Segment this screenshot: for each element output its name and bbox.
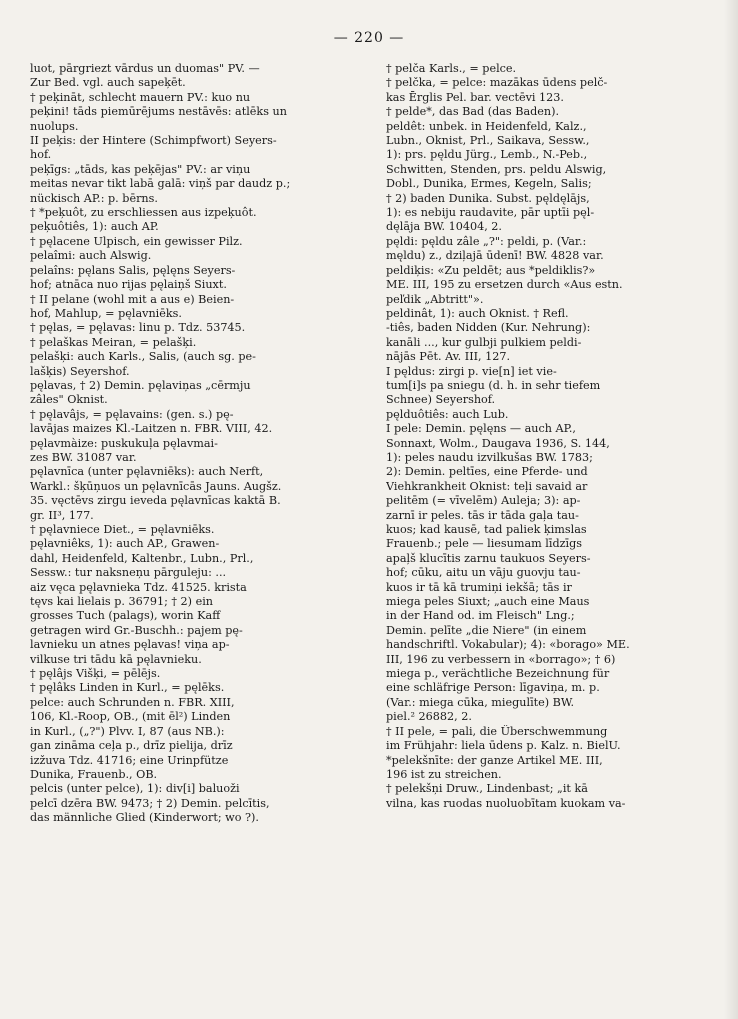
text-line: peľdik „Abtritt"». [386,292,484,306]
text-line: pelašķi: auch Karls., Salis, (auch sg. pe- [30,350,256,364]
text-line: 1): peles naudu izvilkušas BW. 1783; [386,450,593,464]
text-line: miega peles Siuxt; „auch eine Maus [386,595,590,609]
text-line: † pęlâjs Višķi, = pēlējs. [30,667,161,681]
text-line: nückisch AP.: p. bērns. [30,191,158,205]
text-line: hof. [30,148,52,162]
text-line: III, 196 zu verbessern in «borrago»; † 6) [386,652,616,666]
text-line: 1): es nebiju raudavite, pār uptīi pęl- [386,206,595,220]
text-line: zâles" Oknist. [30,393,108,407]
text-line: Schwitten, Stenden, prs. peldu Alswig, [386,162,607,176]
page-number: — 220 — [333,30,405,46]
text-line: zes BW. 31087 var. [30,450,137,464]
text-line: piel.² 26882, 2. [386,710,472,724]
text-line: † pelekšņi Druw., Lindenbast; „it kā [386,782,588,796]
text-line: pęlavas, † 2) Demin. pęlaviņas „cērmju [30,378,251,392]
text-line: peķīgs: „tāds, kas peķējas" PV.: ar viņu [30,162,251,176]
text-line: kuos ir tā kā trumiņi iekšā; tās ir [386,580,572,594]
text-line: Dobl., Dunika, Ermes, Kegeln, Salis; [386,177,592,191]
text-line: hof; cūku, aitu un vāju guovju tau- [386,566,581,580]
text-line: † pęlâks Linden in Kurl., = pęlēks. [30,681,225,695]
text-line: pęldi: pęldu zâle „?": peldi, p. (Var.: [386,234,587,248]
text-line: pęlavniêks, 1): auch AP., Grawen- [30,537,220,551]
right-column [386,62,704,1007]
text-line: Schnee) Seyershof. [386,393,496,407]
text-line: in Kurl., („?") Plvv. I, 87 (aus NB.): [30,724,225,738]
text-line: kanāli ..., kur gulbji pulkiem peldi- [386,335,582,349]
text-line: kuos; kad kausē, tad paliek ķimslas [386,523,587,536]
text-line: nājās Pēt. Av. III, 127. [386,350,511,364]
text-line: pęlavnīca (unter pęlavniēks): auch Nerft, [30,465,264,479]
text-line: 35. vęctēvs zirgu ieveda pęlavnīcas kaktā B. [30,494,281,508]
text-line: † pelča Karls., = pelce. [386,62,517,75]
text-line: † pęlavâjs, = pęlavains: (gen. s.) pę- [30,407,234,421]
text-line: † pęlavniece Diet., = pęlavniēks. [30,523,215,536]
text-line: † *peķuôt, zu erschliessen aus izpeķuôt. [30,206,257,220]
text-line: II peķis: der Hintere (Schimpfwort) Seyers- [30,134,277,148]
text-line: in der Hand od. im Fleisch" Lng.; [386,609,575,623]
page-edge-shadow [724,0,738,1019]
text-line: miega p., verächtliche Bezeichnung für [386,667,610,681]
text-line: ME. III, 195 zu ersetzen durch «Aus estn. [386,278,623,292]
text-line: hof, Mahlup, = pęlavniēks. [30,306,182,320]
text-line: 196 ist zu streichen. [386,767,502,781]
text-line: gr. II³, 177. [30,508,94,522]
text-line: tum[i]s pa sniegu (d. h. in sehr tiefem [386,378,601,392]
text-line: dęlāja BW. 10404, 2. [386,220,502,234]
text-line: męldu) z., dziļajā ūdenī! BW. 4828 var. [386,249,604,263]
text-line: dahl, Heidenfeld, Kaltenbr., Lubn., Prl., [30,551,254,565]
text-line: † 2) baden Dunika. Subst. pęldęlājs, [386,191,590,205]
text-line: apaļš klucītis zarnu taukuos Seyers- [386,551,591,565]
text-line: aiz vęca pęlavnieka Tdz. 41525. krista [30,580,247,594]
text-line: im Frühjahr: liela ūdens p. Kalz. n. BielU. [386,739,621,753]
text-line: peķuôtiês, 1): auch AP. [30,220,159,234]
text-line: Demin. pelīte „die Niere" (in einem [386,623,587,637]
text-line: handschriftl. Vokabular); 4): «borago» ME. [386,638,630,652]
text-line: † pęlacene Ulpisch, ein gewisser Pilz. [30,234,243,248]
text-line: eine schläfrige Person: līgaviņa, m. p. [386,681,600,695]
text-line: das männliche Glied (Kinderwort; wo ?). [30,811,259,825]
text-line: nuolups. [30,119,79,133]
text-line: † pelde*, das Bad (das Baden). [386,105,560,119]
text-line: kas Ērglis Pel. bar. vectēvi 123. [386,90,564,104]
text-line: † pelaškas Meiran, = pelašķi. [30,335,197,349]
text-line: vilkuse tri tādu kā pęlavnieku. [30,652,202,666]
text-line: gan zināma ceļa p., drīz pielija, drīz [30,739,233,753]
text-line: I pęldus: zirgi p. vie[n] iet vie- [386,364,557,378]
text-line: peldinât, 1): auch Oknist. † Refl. [386,306,569,320]
text-line: peldiķis: «Zu peldēt; aus *peldiklis?» [386,263,596,277]
text-line: I pele: Demin. pęlęns — auch AP., [386,422,576,436]
text-line: pelitēm (= vīvelēm) Auleja; 3): ap- [386,494,581,508]
text-line: lašķis) Seyershof. [30,364,130,378]
text-line: (Var.: miega cūka, miegulīte) BW. [386,695,574,709]
text-line: pelaîmi: auch Alswig. [30,249,152,263]
text-line: † peķināt, schlecht mauern PV.: kuo nu [30,90,251,104]
text-line: Warkl.: šķūņuos un pęlavnīcās Jauns. Augšz. [30,479,282,493]
text-line: vilna, kas ruodas nuoluobītam kuokam va- [386,796,626,810]
text-line: pelaîns: pęlans Salis, pęlęns Seyers- [30,263,236,277]
text-line: pęlavmàize: puskukuļa pęlavmai- [30,436,218,450]
text-line: pęlduôtiês: auch Lub. [386,407,509,421]
text-line: zarnī ir peles. tās ir tāda gaļa tau- [386,508,579,522]
text-line: 2): Demin. peltīes, eine Pferde- und [386,465,588,479]
text-line: peķini! tāds piemūrējums nestāvēs: atlēks un [30,105,287,119]
text-line: *pelekšnīte: der ganze Artikel ME. III, [386,753,603,767]
text-line: izžuva Tdz. 41716; eine Urinpfütze [30,753,229,767]
text-line: 1): prs. pęldu Jürg., Lemb., N.-Peb., [386,148,588,162]
text-line: meitas nevar tikt labā galā: viņš par daudz p.; [30,177,291,191]
text-line: Sessw.: tur naksneņu pārguleju: ... [30,566,227,580]
text-line: peldêt: unbek. in Heidenfeld, Kalz., [386,119,587,133]
text-line: Dunika, Frauenb., OB. [30,767,158,781]
text-line: Zur Bed. vgl. auch sapeķēt. [30,76,186,90]
text-line: Viehkrankheit Oknist: teļi savaid ar [386,479,588,493]
text-line: hof; atnāca nuo rijas pęlaiņš Siuxt. [30,278,227,292]
text-line: pelcī dzēra BW. 9473; † 2) Demin. pelcītis, [30,796,270,810]
text-line: pelcis (unter pelce), 1): div[i] baluoži [30,782,240,796]
text-line: † II pele, = pali, die Überschwemmung [386,724,608,738]
left-column [30,62,348,1007]
text-line: 106, Kl.-Roop, OB., (mit ēl²) Linden [30,710,231,724]
text-line: lavājas maizes Kl.-Laitzen n. FBR. VIII, 42. [30,422,273,436]
text-line: grosses Tuch (palags), worin Kaff [30,609,221,623]
text-line: † pelčka, = pelce: mazākas ūdens pelč- [386,76,608,90]
text-line: luot, pārgriezt vārdus un duomas" PV. — [30,62,260,75]
text-line: † pęlas, = pęlavas: linu p. Tdz. 53745. [30,321,246,335]
text-line: lavnieku un atnes pęlavas! viņa ap- [30,638,230,652]
text-line: pelce: auch Schrunden n. FBR. XIII, [30,695,235,709]
text-line: Sonnaxt, Wolm., Daugava 1936, S. 144, [386,436,610,450]
text-line: Lubn., Oknist, Prl., Saikava, Sessw., [386,134,590,148]
text-line: Frauenb.; pele — liesumam līdzīgs [386,537,582,551]
text-line: † II pelane (wohl mit a aus e) Beien- [30,292,235,306]
text-line: tęvs kai lielais p. 36791; † 2) ein [30,595,213,609]
text-line: getragen wird Gr.-Buschh.: pajem pę- [30,623,243,637]
text-line: -tiês, baden Nidden (Kur. Nehrung): [386,321,591,335]
